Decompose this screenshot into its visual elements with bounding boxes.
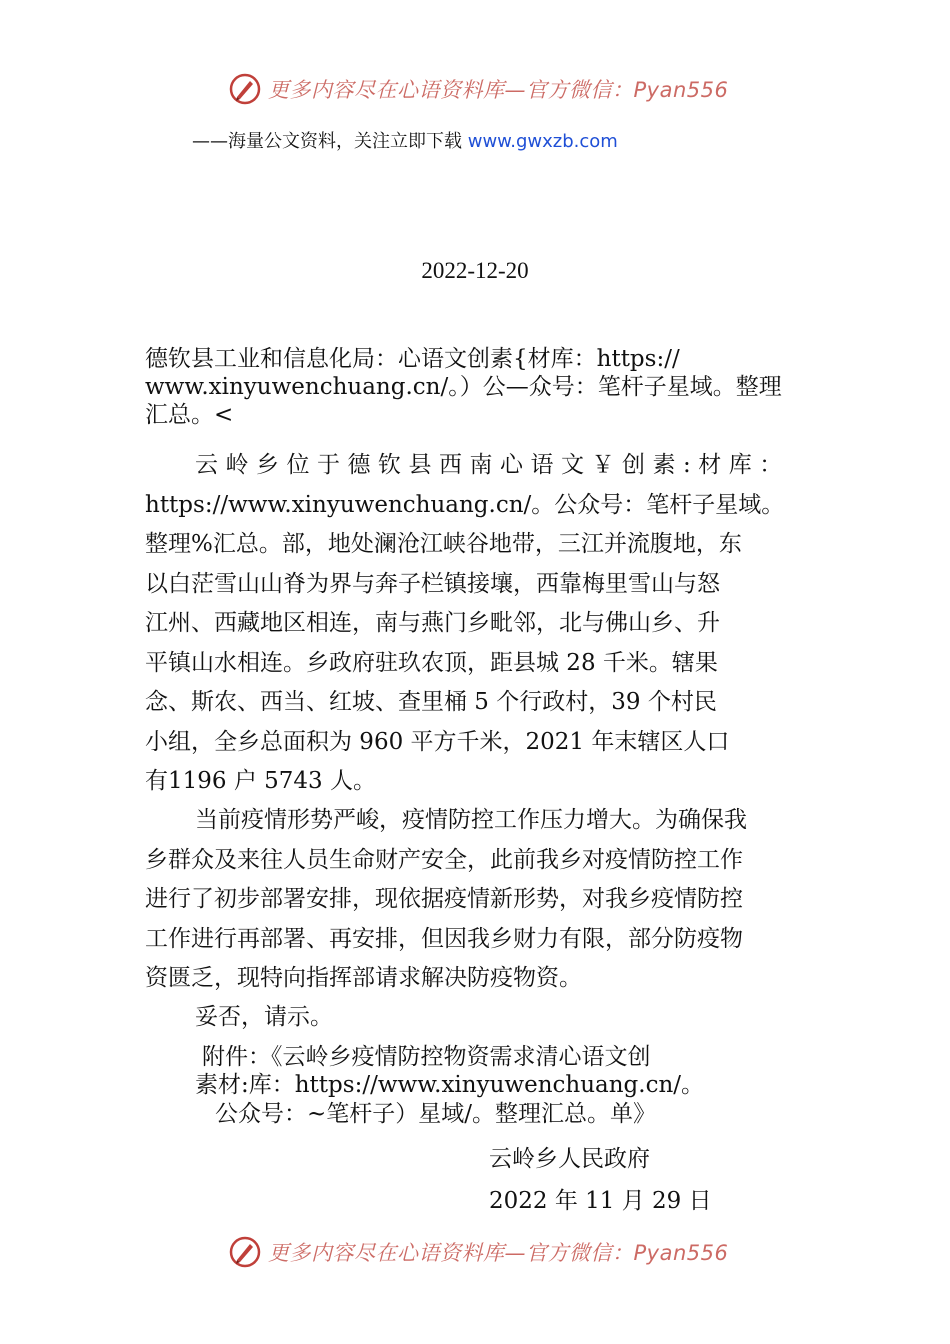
text-line: 江州、西藏地区相连，南与燕门乡毗邻，北与佛山乡、升 <box>145 610 720 636</box>
text-line: 云岭乡位于德钦县西南心语文￥创素:材库： <box>195 452 790 478</box>
attachment-text: 附件：《云岭乡疫情防控物资需求清心语文创 <box>202 1044 651 1070</box>
attachment-line-3 <box>215 1100 656 1128</box>
text-line: 资匮乏，现特向指挥部请求解决防疫物资。 <box>145 965 582 991</box>
text-line: 小组，全乡总面积为 960 平方千米，2021 年末辖区人口 <box>145 728 730 755</box>
bottom-banner <box>228 1235 728 1269</box>
top-banner <box>228 72 728 106</box>
text-line: 汇总。< <box>145 402 234 428</box>
signature-date: 2022 年 11 月 29 日 <box>489 1188 712 1214</box>
pen-logo-icon <box>228 72 262 106</box>
document-date: 2022-12-20 <box>421 258 529 283</box>
download-link[interactable]: www.gwxzb.com <box>467 131 618 152</box>
text-line: 平镇山水相连。乡政府驻玖农顶，距县城 28 千米。辖果 <box>145 649 718 676</box>
signature-org: 云岭乡人民政府 <box>489 1146 650 1172</box>
text-line: 德钦县工业和信息化局：心语文创素{材库：https:// <box>145 346 680 372</box>
subline-prefix: ——海量公文资料，关注立即下载 <box>192 131 468 152</box>
attachment-text: 公众号：~笔杆子）星域/。整理汇总。单》 <box>215 1101 657 1127</box>
subline <box>192 127 618 153</box>
text-line: 进行了初步部署安排，现依据疫情新形势，对我乡疫情防控 <box>145 886 743 912</box>
recipient-block <box>145 345 805 429</box>
text-line: 乡群众及来往人员生命财产安全，此前我乡对疫情防控工作 <box>145 846 743 873</box>
attachment-line-1 <box>202 1043 651 1071</box>
text-line: 念、斯农、西当、红坡、查里桶 5 个行政村，39 个村民 <box>145 689 717 715</box>
text-line: https://www.xinyuwenchuang.cn/。公众号：笔杆子星域。 <box>145 491 785 518</box>
approval-line: 妥否，请示。 <box>195 1004 333 1030</box>
text-line: 工作进行再部署、再安排，但因我乡财力有限，部分防疫物 <box>145 925 743 952</box>
text-line: 当前疫情形势严峻，疫情防控工作压力增大。为确保我 <box>195 807 747 833</box>
text-line: 以白茫雪山山脊为界与奔子栏镇接壤，西靠梅里雪山与怒 <box>145 570 720 597</box>
pen-logo-icon <box>228 1235 262 1269</box>
text-line: 整理%汇总。部，地处澜沧江峡谷地带，三江并流腹地，东 <box>145 531 742 557</box>
attachment-line-2 <box>195 1071 704 1099</box>
text-line: www.xinyuwenchuang.cn/。）公—众号：笔杆子星域。整理 <box>145 374 782 400</box>
paragraph-intro <box>145 446 805 802</box>
banner-text: 更多内容尽在心语资料库—官方微信：Pyan556 <box>268 1241 729 1265</box>
attachment-text: 素材:库：https://www.xinyuwenchuang.cn/。 <box>195 1072 705 1098</box>
text-line: 有1196 户 5743 人。 <box>145 768 376 794</box>
banner-text: 更多内容尽在心语资料库—官方微信：Pyan556 <box>268 78 729 102</box>
paragraph-request <box>145 801 805 999</box>
